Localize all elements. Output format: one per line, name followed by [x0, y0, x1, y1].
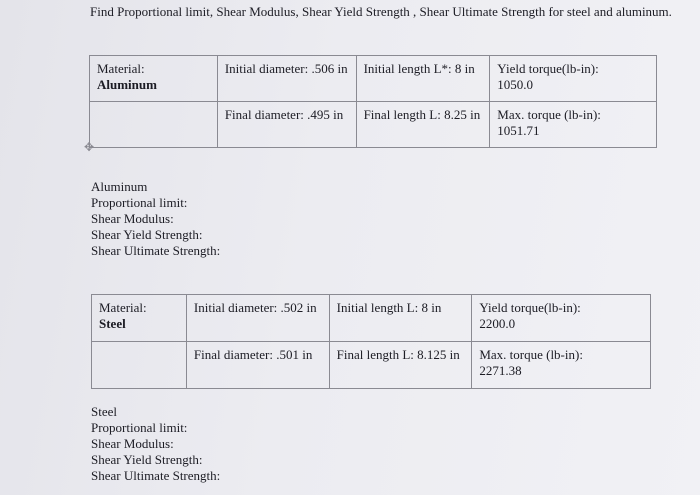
initial-length-cell: Initial length L: 8 in: [329, 295, 472, 342]
initial-length-cell: Initial length L*: 8 in: [356, 56, 490, 102]
yield-torque-cell: [472, 295, 651, 342]
summary-heading: Steel: [91, 404, 117, 419]
empty-cell: [90, 102, 218, 148]
table-row: [90, 102, 657, 148]
steel-summary: [91, 404, 220, 484]
question-text: Find Proportional limit, Shear Modulus, Shear Yield Strength , Shear Ultimate Strength for steel and aluminum.: [90, 4, 672, 19]
shear-ultimate-strength-label: Shear Ultimate Strength:: [91, 468, 221, 483]
shear-ultimate-strength-label: Shear Ultimate Strength:: [91, 243, 221, 258]
max-torque-cell: [472, 342, 651, 389]
material-cell: [92, 295, 187, 342]
shear-modulus-label: Shear Modulus:: [91, 211, 174, 226]
max-torque-cell: [490, 102, 657, 148]
material-label: Material:: [97, 61, 145, 76]
max-torque-label: Max. torque (lb-in):: [479, 347, 583, 362]
final-length-cell: Final length L: 8.125 in: [329, 342, 472, 389]
max-torque-value: 2271.38: [479, 363, 522, 378]
max-torque-label: Max. torque (lb-in):: [497, 107, 601, 122]
aluminum-summary: [91, 179, 220, 259]
yield-torque-label: Yield torque(lb-in):: [479, 300, 581, 315]
shear-yield-strength-label: Shear Yield Strength:: [91, 452, 203, 467]
final-length-cell: Final length L: 8.25 in: [356, 102, 490, 148]
yield-torque-label: Yield torque(lb-in):: [497, 61, 599, 76]
final-diameter-cell: Final diameter: .495 in: [217, 102, 356, 148]
initial-diameter-cell: Initial diameter: .502 in: [186, 295, 329, 342]
summary-heading: Aluminum: [91, 179, 148, 194]
proportional-limit-label: Proportional limit:: [91, 195, 188, 210]
yield-torque-cell: [490, 56, 657, 102]
aluminum-data-table: [89, 55, 657, 148]
shear-modulus-label: Shear Modulus:: [91, 436, 174, 451]
material-label: Material:: [99, 300, 147, 315]
move-cursor-icon[interactable]: ✥: [83, 140, 95, 154]
material-cell: [90, 56, 218, 102]
yield-torque-value: 1050.0: [497, 77, 534, 92]
table-row: [90, 56, 657, 102]
initial-diameter-cell: Initial diameter: .506 in: [217, 56, 356, 102]
shear-yield-strength-label: Shear Yield Strength:: [91, 227, 203, 242]
table-row: [92, 342, 651, 389]
final-diameter-cell: Final diameter: .501 in: [186, 342, 329, 389]
proportional-limit-label: Proportional limit:: [91, 420, 188, 435]
steel-data-table: [91, 294, 651, 389]
table-row: [92, 295, 651, 342]
max-torque-value: 1051.71: [497, 123, 540, 138]
empty-cell: [92, 342, 187, 389]
yield-torque-value: 2200.0: [479, 316, 516, 331]
material-name: Steel: [99, 316, 126, 331]
material-name: Aluminum: [97, 77, 157, 92]
